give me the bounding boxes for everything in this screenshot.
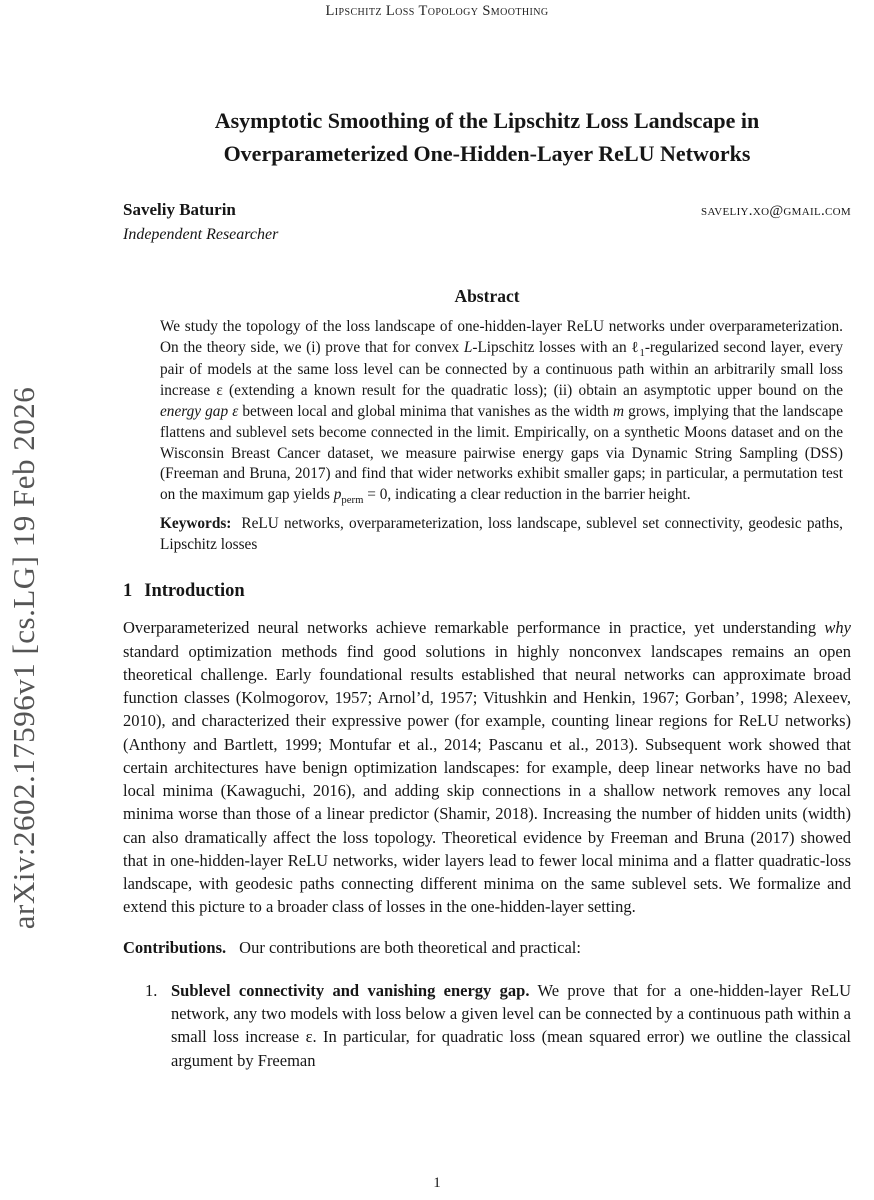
keywords-text: ReLU networks, overparameterization, loss landscape, sublevel set connectivity, geodesic paths, Lipschitz losses (160, 514, 843, 553)
subscript: 1 (639, 346, 645, 359)
text-run: -Lipschitz losses with an ℓ (472, 338, 640, 356)
paper-title: Asymptotic Smoothing of the Lipschitz Loss Landscape in Overparameterized One-Hidden-Layer ReLU Networks (214, 108, 760, 166)
text-run: We prove that for a one-hidden-layer ReLU network, any two models with loss below a given level can be connected by a continuous path within a small loss increase ε. In particular, for quadratic loss (mean squared error) we outline the classical argument by Freeman (171, 980, 852, 1070)
intro-paragraph (123, 616, 851, 918)
page-number: 1 (433, 1175, 441, 1191)
list-item-content (171, 979, 851, 1072)
section-title: Introduction (144, 581, 245, 602)
text-run: standard optimization methods find good solutions in highly nonconvex landscapes remains an open theoretical challenge. Early foundational results established that neural networks can approximate broad function classes (Kolmogorov, 1957; Arnol’d, 1957; Vitushkin and Henkin, 1967; Gorban’, 1998; Alexeev, 2010), and characterized their expressive power (for example, counting linear regions for ReLU networks) (Anthony and Bartlett, 1999; Montufar et al., 2014; Pascanu et al., 2013). Subsequent work showed that certain architectures have benign optimization landscapes: for example, deep linear networks have no bad local minima (Kawaguchi, 2016), and adding skip connections in a shallow network removes any local minima worse than those of a linear predictor (Shamir, 2018). Increasing the number of hidden units (width) can also dramatically affect the loss topology. Theoretical evidence by Freeman and Bruna (2017) showed that in one-hidden-layer ReLU networks, wider layers lead to fewer local minima and a flatter quadratic-loss landscape, with geodesic paths connecting different minima on the same sublevel sets. We formalize and extend this picture to a broader class of losses in the one-hidden-layer setting. (123, 641, 851, 917)
keywords-line (160, 514, 843, 556)
author-email: saveliy.xo@gmail.com (701, 203, 851, 219)
math-variable: m (613, 402, 625, 420)
emphasized-term: energy gap ε (160, 402, 239, 420)
text-run: Overparameterized neural networks achieve remarkable performance in practice, yet understanding (123, 618, 825, 638)
abstract-heading: Abstract (454, 286, 520, 306)
paper-content (0, 104, 874, 1072)
contributions-text: Our contributions are both theoretical and practical: (239, 937, 581, 957)
math-variable: L (463, 338, 473, 356)
text-run: = 0, indicating a clear reduction in the barrier height. (363, 486, 691, 504)
abstract-text (160, 317, 843, 508)
contributions-paragraph (123, 936, 851, 959)
author-affiliation: Independent Researcher (123, 226, 279, 243)
author-block (123, 200, 851, 220)
contribution-item-1 (123, 979, 851, 1072)
list-item-number: 1. (145, 980, 158, 1000)
text-run: between local and global minima that vanishes as the width (238, 402, 614, 420)
emphasized-term: why (824, 618, 851, 638)
contributions-label: Contributions. (123, 937, 227, 957)
subscript: perm (341, 494, 364, 507)
list-item-lead: Sublevel connectivity and vanishing energy gap. (171, 980, 530, 1000)
section-heading-introduction (123, 581, 851, 602)
text-run: grows, implying that the landscape flattens and sublevel sets become connected in the limit. Empirically, on a synthetic Moons dataset and on the Wisconsin Breast Cancer dataset, we measure pairwise energy gaps via Dynamic String Sampling (DSS) (Freeman and Bruna, 2017) and find that wider networks exhibit smaller gaps; in particular, a permutation test on the maximum gap yields (160, 402, 843, 504)
running-head: Lipschitz Loss Topology Smoothing (325, 3, 549, 19)
keywords-label: Keywords: (160, 514, 232, 532)
section-number: 1 (123, 581, 133, 602)
arxiv-stamp: arXiv:2602.17596v1 [cs.LG] 19 Feb 2026 (6, 386, 41, 930)
math-variable: p (333, 486, 342, 504)
author-name: Saveliy Baturin (123, 200, 236, 219)
text-run: -regularized second layer, every pair of models at the same loss level can be connected by a continuous path within an arbitrarily small loss increase ε (extending a known result for the quadratic loss); (ii) obtain an asymptotic upper bound on the (160, 338, 843, 400)
text-run: We study the topology of the loss landscape of one-hidden-layer ReLU networks under overparameterization. On the theory side, we (i) prove that for convex (160, 318, 843, 356)
